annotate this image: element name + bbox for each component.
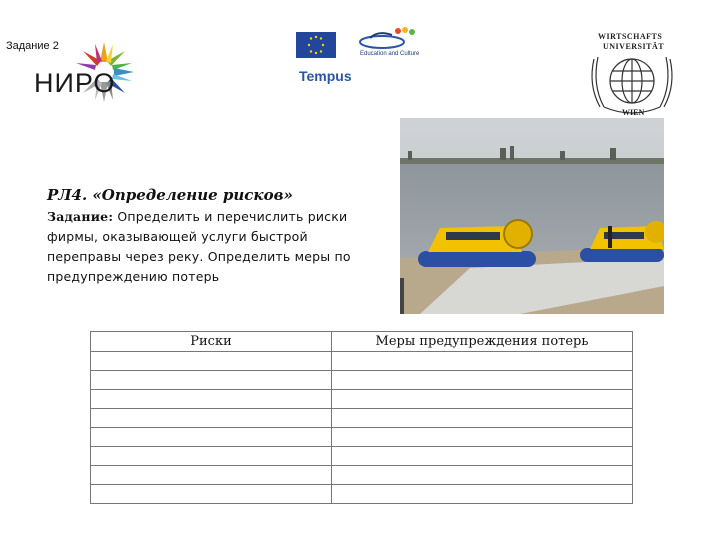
risks-table	[90, 331, 633, 504]
risk-cell[interactable]	[91, 428, 332, 447]
hovercraft-photo	[400, 118, 664, 314]
risk-cell[interactable]	[91, 485, 332, 504]
measure-cell[interactable]	[332, 390, 633, 409]
table-row	[91, 485, 633, 504]
risk-cell[interactable]	[91, 371, 332, 390]
measure-cell[interactable]	[332, 428, 633, 447]
table-row	[91, 428, 633, 447]
measure-cell[interactable]	[332, 352, 633, 371]
header-loss-prevention: Меры предупреждения потерь	[332, 332, 633, 352]
measure-cell[interactable]	[332, 409, 633, 428]
measure-cell[interactable]	[332, 466, 633, 485]
table-header-row	[91, 332, 633, 352]
wu-name-line2: UNIVERSITÄT	[603, 42, 665, 51]
task-text: Определить и перечислить риски фирмы, оказывающей услуги быстрой переправы через реку. Определить меры по предупреждению потерь	[47, 209, 351, 284]
risk-cell[interactable]	[91, 447, 332, 466]
risk-cell[interactable]	[91, 352, 332, 371]
task-lead: Задание:	[47, 209, 114, 224]
header-risks: Риски	[91, 332, 332, 352]
table-row	[91, 409, 633, 428]
measure-cell[interactable]	[332, 447, 633, 466]
measure-cell[interactable]	[332, 371, 633, 390]
risk-cell[interactable]	[91, 390, 332, 409]
table-row	[91, 447, 633, 466]
table-body	[91, 352, 633, 504]
task-description	[47, 207, 377, 287]
table-row	[91, 371, 633, 390]
table-row	[91, 466, 633, 485]
risk-cell[interactable]	[91, 466, 332, 485]
wu-city-text: WIEN	[622, 108, 645, 117]
niro-logo-text: НИРО	[34, 68, 116, 98]
table-row	[91, 352, 633, 371]
measure-cell[interactable]	[332, 485, 633, 504]
task-number-label: Задание 2	[6, 40, 59, 52]
education-culture-text: Education and Culture	[360, 51, 420, 57]
eu-flag-icon	[296, 32, 336, 58]
risk-cell[interactable]	[91, 409, 332, 428]
task-title: РЛ4. «Определение рисков»	[47, 186, 293, 204]
table-row	[91, 390, 633, 409]
tempus-logo-text: Tempus	[299, 68, 352, 84]
wu-name-line1: WIRTSCHAFTS	[598, 32, 663, 41]
